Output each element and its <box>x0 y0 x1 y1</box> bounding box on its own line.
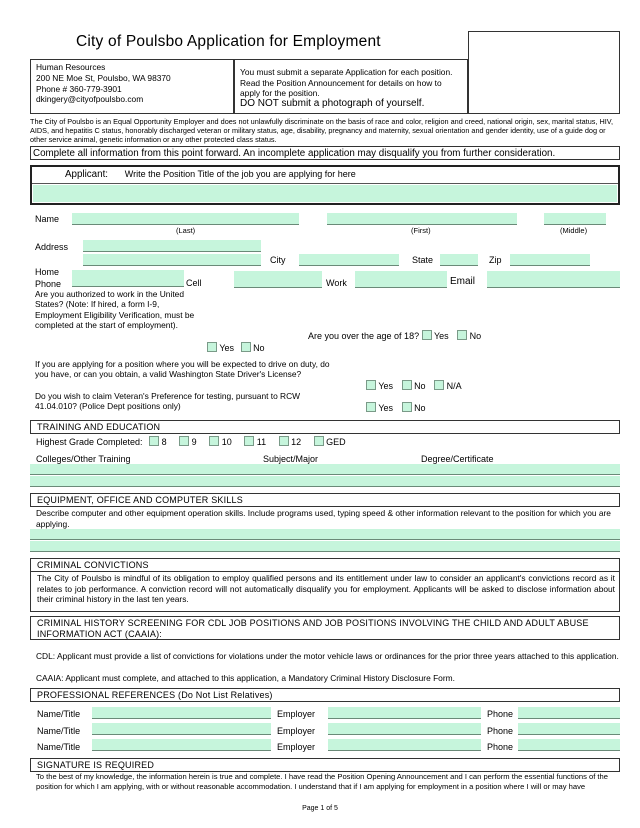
training-row-1-input[interactable] <box>30 464 620 475</box>
last-name-caption: (Last) <box>176 226 196 235</box>
equipment-header: EQUIPMENT, OFFICE AND COMPUTER SKILLS <box>30 493 620 507</box>
work-phone-input[interactable] <box>355 271 447 288</box>
grade-9-label: 9 <box>191 437 197 447</box>
veteran-options <box>366 402 426 413</box>
equipment-description: Describe computer and other equipment operation skills. Include programs used, typing speed & other information relevant to the position for which you are applying. <box>36 508 611 529</box>
license-yes-label: Yes <box>378 381 394 391</box>
ref-2-employer-input[interactable] <box>328 723 481 735</box>
work-auth-yes-checkbox[interactable] <box>207 342 217 352</box>
highest-grade <box>36 436 346 447</box>
middle-name-input[interactable] <box>544 213 606 225</box>
colleges-column-header: Colleges/Other Training <box>36 454 131 464</box>
veteran-no-checkbox[interactable] <box>402 402 412 412</box>
state-input[interactable] <box>440 254 478 266</box>
grade-label: Highest Grade Completed: <box>36 437 143 447</box>
last-name-input[interactable] <box>72 213 299 225</box>
ref-2-name-label: Name/Title <box>37 726 81 736</box>
license-options <box>366 380 462 391</box>
city-label: City <box>270 255 286 265</box>
ref-3-employer-label: Employer <box>277 742 316 752</box>
cell-label: Cell <box>186 278 202 288</box>
applicant-box <box>30 165 620 205</box>
ref-2-employer-label: Employer <box>277 726 316 736</box>
license-no-checkbox[interactable] <box>402 380 412 390</box>
notice-line-1: You must submit a separate Application for each position. <box>240 67 453 77</box>
first-name-input[interactable] <box>327 213 517 225</box>
ged-checkbox[interactable] <box>314 436 324 446</box>
equipment-row-1-input[interactable] <box>30 529 620 540</box>
ged-label: GED <box>326 437 346 447</box>
zip-label: Zip <box>489 255 502 265</box>
notice-line-3: DO NOT submit a photograph of yourself. <box>240 97 425 109</box>
email-label: Email <box>450 276 476 287</box>
grade-11-checkbox[interactable] <box>244 436 254 446</box>
home-phone-label: Home Phone <box>35 267 62 289</box>
address-label: Address <box>35 242 69 252</box>
age-yes-label: Yes <box>433 331 449 341</box>
city-input[interactable] <box>299 254 399 266</box>
veteran-no-label: No <box>414 403 426 413</box>
ref-1-name-input[interactable] <box>92 707 271 719</box>
ref-3-name-input[interactable] <box>92 739 271 751</box>
complete-notice: Complete all information from this point forward. An incomplete application may disqualify you from further consideration. <box>30 146 620 160</box>
caaia-text: CAAIA: Applicant must complete, and attached to this application, a Mandatory Criminal History Disclosure Form. <box>36 673 455 683</box>
page-number: Page 1 of 5 <box>302 805 338 812</box>
ref-2-phone-input[interactable] <box>518 723 620 735</box>
license-no-label: No <box>414 381 426 391</box>
cdl-text: CDL: Applicant must provide a list of convictions for violations under the motor vehicle laws or ordinances for the prior three years attached to this application. <box>36 651 619 661</box>
ref-3-phone-label: Phone <box>487 742 514 752</box>
cell-phone-input[interactable] <box>234 271 322 288</box>
age-yes-checkbox[interactable] <box>422 330 432 340</box>
ref-3-employer-input[interactable] <box>328 739 481 751</box>
ref-1-name-label: Name/Title <box>37 709 81 719</box>
contact-email: dkingery@cityofpoulsbo.com <box>36 94 144 105</box>
email-input[interactable] <box>487 271 620 288</box>
grade-12-label: 12 <box>291 437 302 447</box>
grade-10-checkbox[interactable] <box>209 436 219 446</box>
grade-8-checkbox[interactable] <box>149 436 159 446</box>
zip-input[interactable] <box>510 254 590 266</box>
ref-2-name-input[interactable] <box>92 723 271 735</box>
grade-9-checkbox[interactable] <box>179 436 189 446</box>
age-no-checkbox[interactable] <box>457 330 467 340</box>
ref-1-phone-label: Phone <box>487 709 514 719</box>
photo-box <box>468 31 620 114</box>
signature-text: To the best of my knowledge, the information herein is true and complete. I have read the Position Opening Announcement and I can perform the essential functions of the position for which I am applying, with or without reasonable accommodation. I understand that if I am applying for employment in a position where I will or may have <box>36 772 608 791</box>
grade-12-checkbox[interactable] <box>279 436 289 446</box>
address-line-2-input[interactable] <box>83 254 261 266</box>
ref-3-phone-input[interactable] <box>518 739 620 751</box>
state-label: State <box>412 255 434 265</box>
license-yes-checkbox[interactable] <box>366 380 376 390</box>
signature-header: SIGNATURE IS REQUIRED <box>30 758 620 772</box>
criminal-header: CRIMINAL CONVICTIONS <box>30 558 620 572</box>
applicant-instruction: Write the Position Title of the job you are applying for here <box>124 169 356 179</box>
page-title: City of Poulsbo Application for Employment <box>76 33 381 50</box>
contact-dept: Human Resources <box>36 62 106 72</box>
work-auth-options <box>207 342 265 353</box>
contact-box <box>30 59 234 114</box>
references-header: PROFESSIONAL REFERENCES (Do Not List Relatives) <box>30 688 620 702</box>
ref-1-phone-input[interactable] <box>518 707 620 719</box>
training-row-2-input[interactable] <box>30 476 620 487</box>
grade-11-label: 11 <box>256 437 267 447</box>
criminal-text: The City of Poulsbo is mindful of its obligation to employ qualified persons and its entitlement under law to consider an applicant's convictions record as it relates to job performance. A conviction record will not automatically disqualify you for employment. Applicants will be asked to disclose information about their criminal history in the last ten years. <box>37 573 615 604</box>
grade-8-label: 8 <box>161 437 167 447</box>
veteran-question: Do you wish to claim Veteran's Preference for testing, pursuant to RCW 41.04.010? (Police Dept positions only) <box>35 391 301 412</box>
work-auth-no-label: No <box>253 343 265 353</box>
ref-2-phone-label: Phone <box>487 726 514 736</box>
name-label: Name <box>35 214 60 224</box>
eeo-statement: The City of Poulsbo is an Equal Opportunity Employer and does not unlawfully discriminate on the basis of race and color, religion and creed, national origin, sex, marital status, HIV, AIDS, and hepatitis C status, honorably discharged veteran or military status, age, disability, pregnancy and maternity, sexual orientation and gender identity, use of a guide dog or other service animal, genetic information or any other protected class status. <box>30 117 613 144</box>
criminal-text-box <box>30 571 620 612</box>
middle-name-caption: (Middle) <box>560 226 588 235</box>
license-na-checkbox[interactable] <box>434 380 444 390</box>
notice-box <box>234 59 468 114</box>
position-title-input[interactable] <box>33 185 617 202</box>
applicant-label: Applicant: <box>65 169 109 180</box>
notice-line-2: Read the Position Announcement for details on how to apply for the position. <box>240 77 442 98</box>
training-header: TRAINING AND EDUCATION <box>30 420 620 434</box>
ref-1-employer-label: Employer <box>277 709 316 719</box>
work-auth-no-checkbox[interactable] <box>241 342 251 352</box>
license-na-label: N/A <box>446 381 462 391</box>
age-question <box>308 330 481 341</box>
age-question-text: Are you over the age of 18? <box>308 331 420 341</box>
age-no-label: No <box>469 331 482 341</box>
contact-address: 200 NE Moe St, Poulsbo, WA 98370 <box>36 72 171 83</box>
license-question: If you are applying for a position where you will be expected to drive on duty, do you have, or can you obtain, a valid Washington State Driver's License? <box>35 359 330 380</box>
home-phone-input[interactable] <box>72 270 184 287</box>
veteran-yes-label: Yes <box>378 403 394 413</box>
first-name-caption: (First) <box>411 226 431 235</box>
cdl-header: CRIMINAL HISTORY SCREENING FOR CDL JOB POSITIONS AND JOB POSITIONS INVOLVING THE CHILD AND ADULT ABUSE INFORMATION ACT (CAAIA): <box>30 616 620 640</box>
contact-phone: Phone # 360-779-3901 <box>36 83 122 94</box>
address-line-1-input[interactable] <box>83 240 261 252</box>
ref-1-employer-input[interactable] <box>328 707 481 719</box>
work-auth-yes-label: Yes <box>219 343 235 353</box>
veteran-yes-checkbox[interactable] <box>366 402 376 412</box>
equipment-row-2-input[interactable] <box>30 541 620 552</box>
work-auth-question: Are you authorized to work in the United States? (Note: If hired, a form I-9, Employment Eligibility Verification, must be completed at the start of employment). <box>35 289 195 330</box>
work-label: Work <box>326 278 347 288</box>
subject-column-header: Subject/Major <box>263 454 319 464</box>
grade-10-label: 10 <box>221 437 232 447</box>
degree-column-header: Degree/Certificate <box>421 454 494 464</box>
ref-3-name-label: Name/Title <box>37 742 81 752</box>
